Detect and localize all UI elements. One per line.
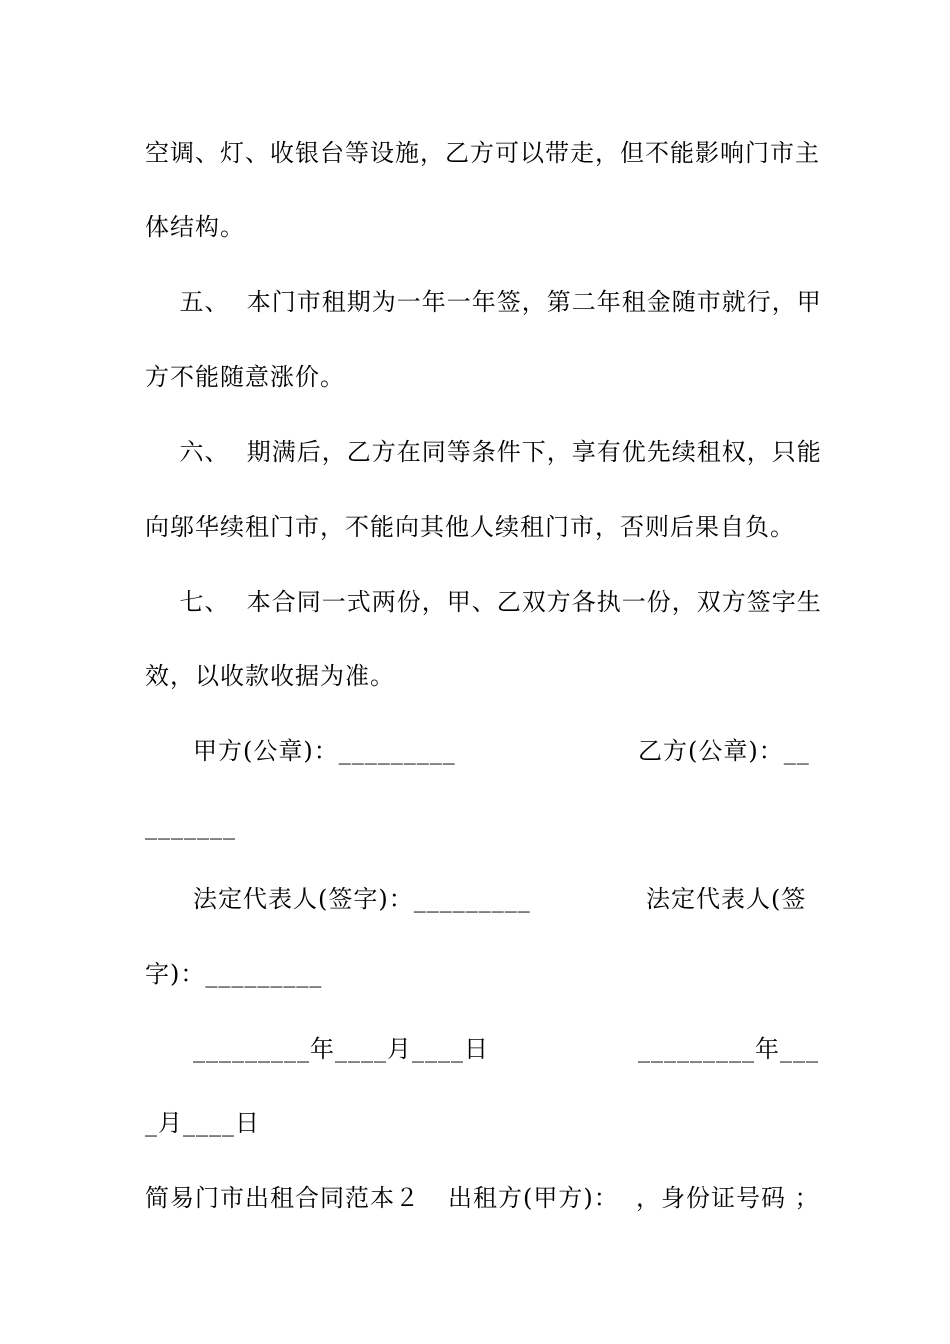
footer-title: 简易门市出租合同范本２ [145, 1184, 420, 1212]
paragraph-line: 方不能随意涨价。 [145, 363, 345, 391]
footer-lessor: 出租方(甲方)： ，身份证号码 ； [448, 1184, 820, 1212]
party-b-seal-cont: _______ [145, 812, 236, 840]
rep-b-signature-cont: 字)：_________ [145, 960, 323, 988]
rep-a-signature: 法定代表人(签字)：_________ [193, 885, 531, 913]
date-a: _________年____月____日 [193, 1035, 489, 1063]
paragraph-line: 效，以收款收据为准。 [145, 662, 395, 690]
date-b: _________年___ [638, 1035, 819, 1063]
date-b-cont: _月____日 [145, 1109, 260, 1137]
clause-five: 五、 本门市租期为一年一年签，第二年租金随市就行，甲 [145, 288, 822, 316]
paragraph-line: 体结构。 [145, 213, 245, 241]
rep-b-signature: 法定代表人(签 [646, 885, 807, 913]
clause-six: 六、 期满后，乙方在同等条件下，享有优先续租权，只能 [145, 438, 822, 466]
clause-seven: 七、 本合同一式两份，甲、乙双方各执一份，双方签字生 [145, 588, 822, 616]
paragraph-line: 空调、灯、收银台等设施，乙方可以带走，但不能影响门市主 [145, 139, 820, 167]
paragraph-line: 向邬华续租门市，不能向其他人续租门市，否则后果自负。 [145, 513, 795, 541]
party-a-seal: 甲方(公章)：_________ [193, 737, 456, 765]
party-b-seal: 乙方(公章)：__ [638, 737, 810, 765]
